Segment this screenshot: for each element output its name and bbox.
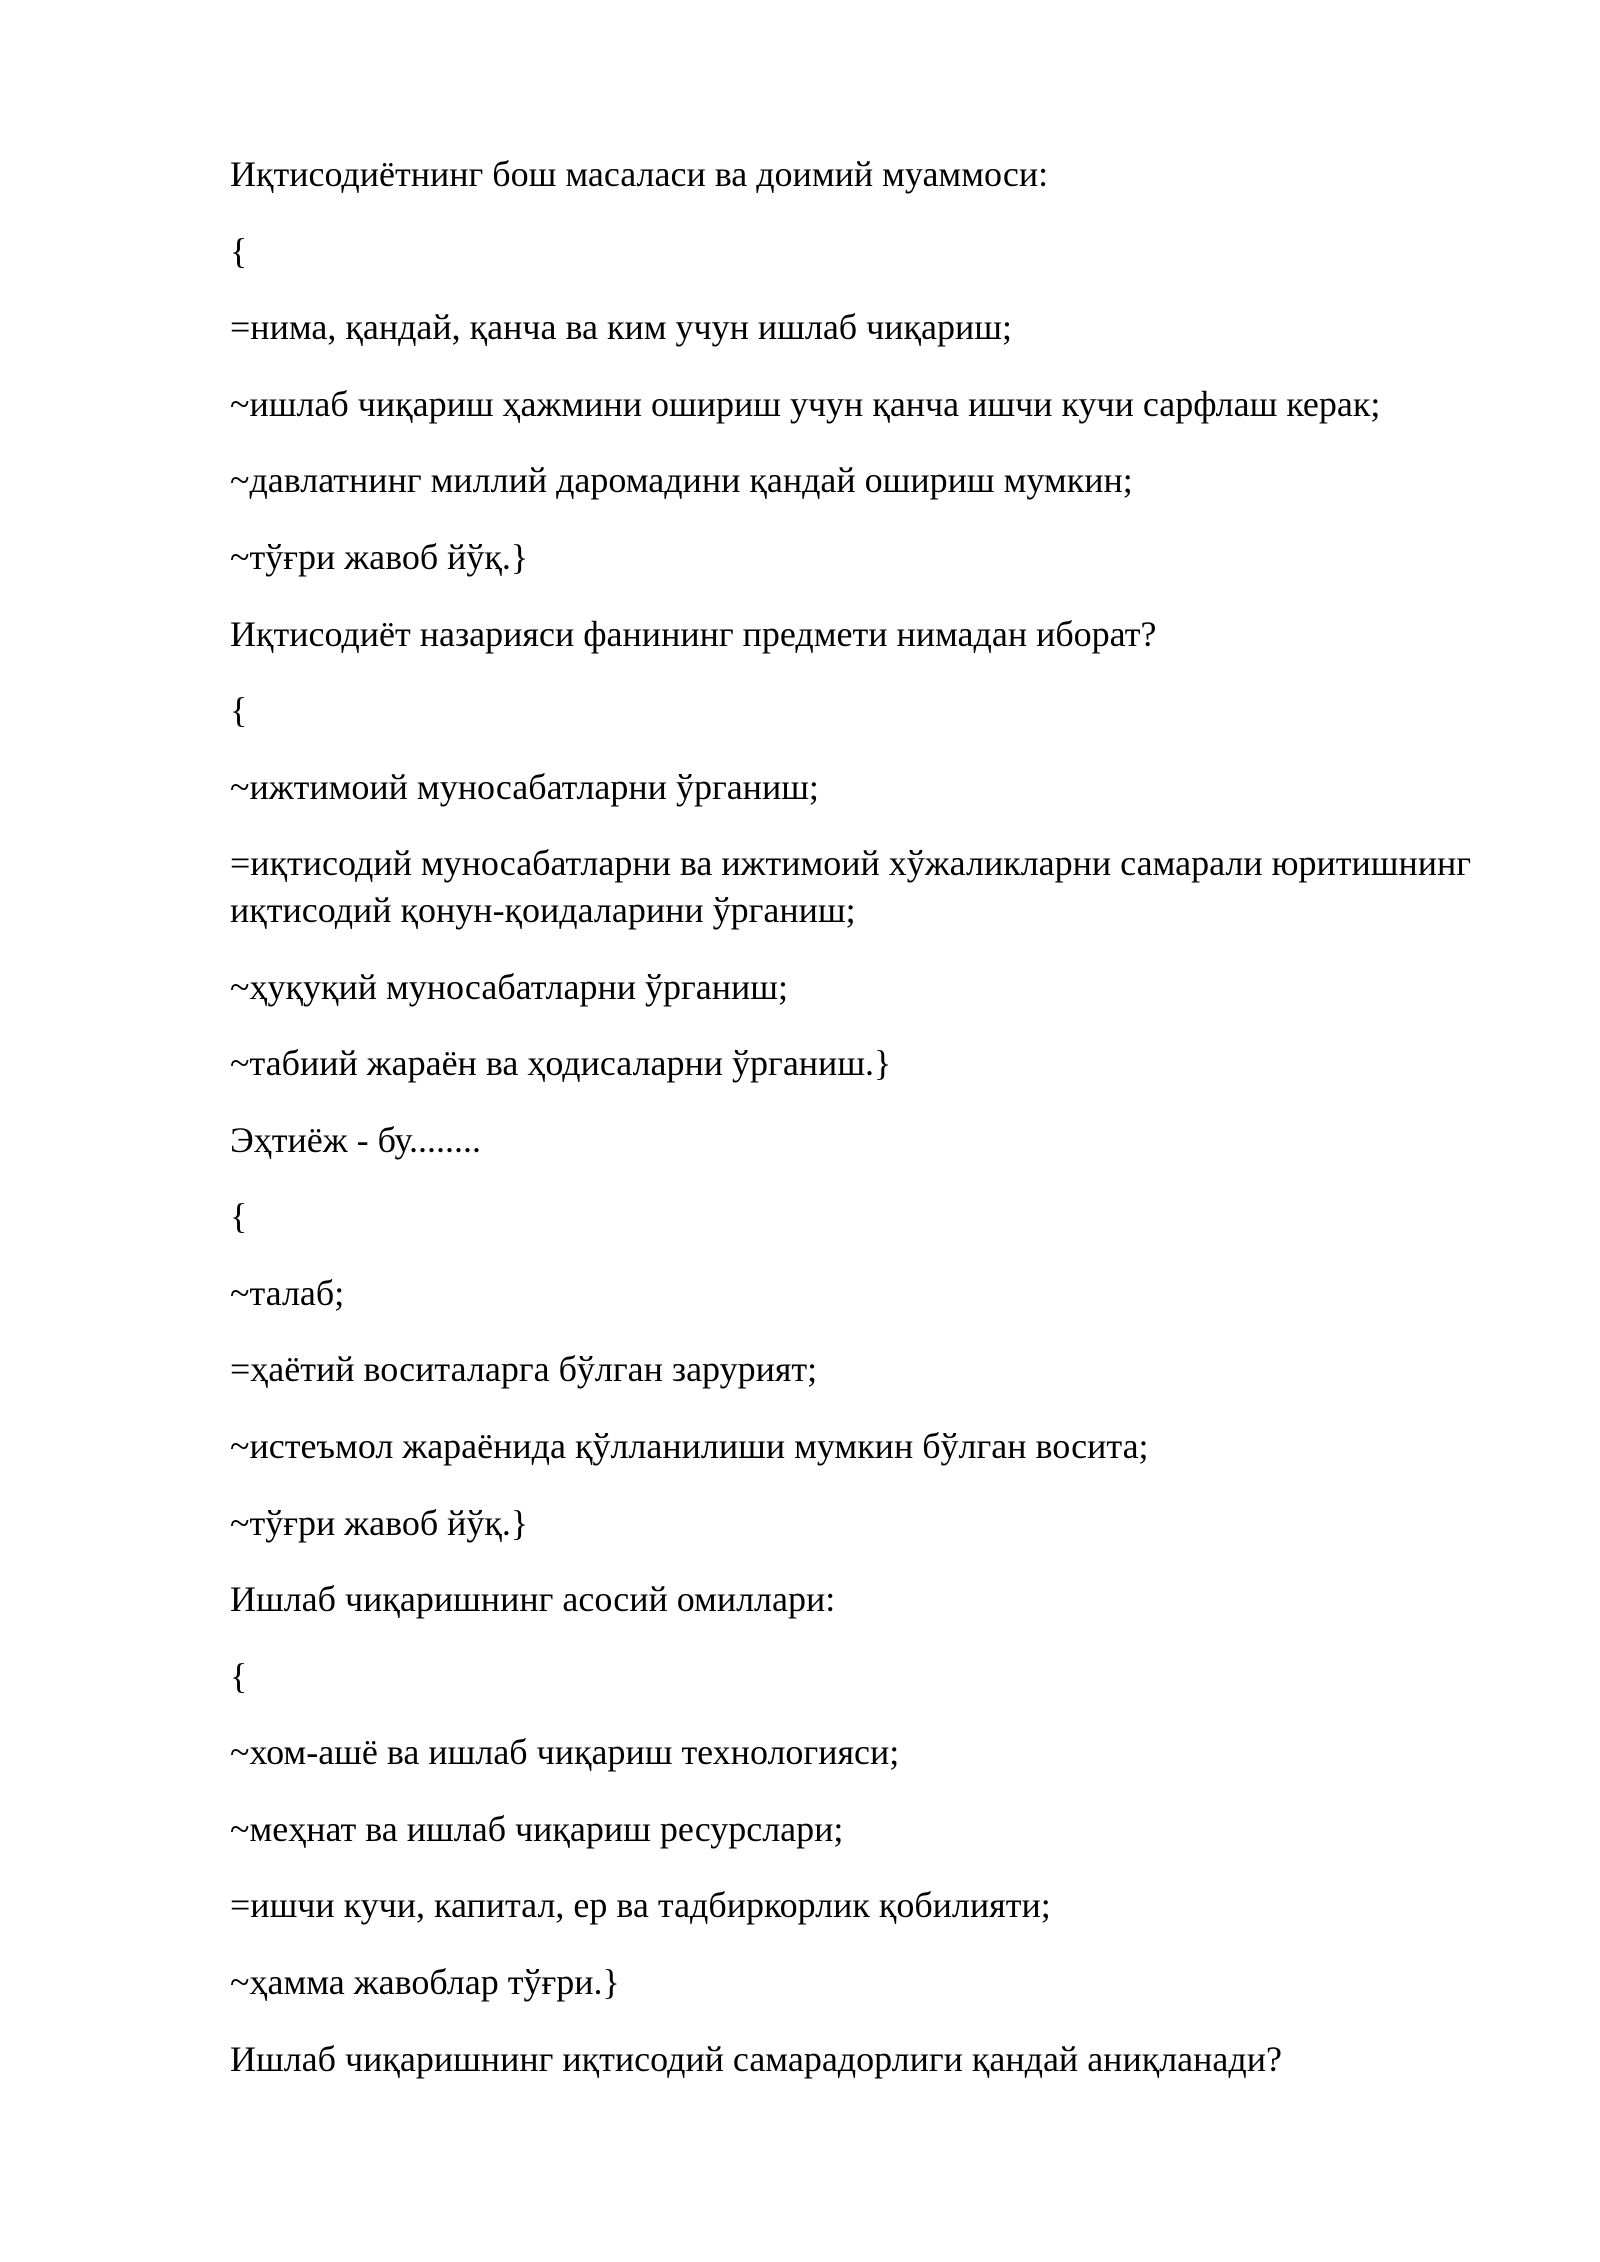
answer-option: ~тўғри жавоб йўқ.} bbox=[230, 537, 529, 577]
open-brace: { bbox=[230, 1656, 248, 1696]
answer-option: ~давлатнинг миллий даромадини қандай ошириш мумкин; bbox=[230, 460, 1133, 500]
answer-option: ~ижтимоий муносабатларни ўрганиш; bbox=[230, 767, 819, 807]
open-brace: { bbox=[230, 231, 248, 271]
answer-option: ~табиий жараён ва ҳодисаларни ўрганиш.} bbox=[230, 1043, 892, 1083]
question-5-text: Ишлаб чиқаришнинг иқтисодий самарадорлиги қандай аниқланади? bbox=[230, 2039, 1282, 2079]
answer-option: ~ҳуқуқий муносабатларни ўрганиш; bbox=[230, 967, 788, 1007]
answer-option: =иқтисодий муносабатларни ва ижтимоий хўжаликларни самарали юритишнинг иқтисодий қонун-қоидаларини ўрганиш; bbox=[230, 843, 1481, 930]
answer-option: ~ҳамма жавоблар тўғри.} bbox=[230, 1962, 620, 2002]
answer-option: ~талаб; bbox=[230, 1273, 345, 1313]
question-1-text: Иқтисодиётнинг бош масаласи ва доимий муаммоси: bbox=[230, 154, 1049, 194]
answer-option: ~ишлаб чиқариш ҳажмини ошириш учун қанча ишчи кучи сарфлаш керак; bbox=[230, 384, 1381, 424]
answer-option: ~хом-ашё ва ишлаб чиқариш технологияси; bbox=[230, 1732, 900, 1772]
answer-option: =ҳаётий воситаларга бўлган зарурият; bbox=[230, 1349, 818, 1389]
answer-option: ~истеъмол жараёнида қўлланилиши мумкин бўлган восита; bbox=[230, 1426, 1149, 1466]
question-4-text: Ишлаб чиқаришнинг асосий омиллари: bbox=[230, 1579, 836, 1619]
open-brace: { bbox=[230, 690, 248, 730]
open-brace: { bbox=[230, 1196, 248, 1236]
answer-option: =нима, қандай, қанча ва ким учун ишлаб чиқариш; bbox=[230, 307, 1012, 347]
question-3-text: Эҳтиёж - бу........ bbox=[230, 1120, 481, 1160]
answer-option: ~меҳнат ва ишлаб чиқариш ресурслари; bbox=[230, 1809, 844, 1849]
question-2-text: Иқтисодиёт назарияси фанининг предмети нимадан иборат? bbox=[230, 614, 1157, 654]
answer-option: ~тўғри жавоб йўқ.} bbox=[230, 1503, 529, 1543]
answer-option: =ишчи кучи, капитал, ер ва тадбиркорлик қобилияти; bbox=[230, 1885, 1051, 1925]
